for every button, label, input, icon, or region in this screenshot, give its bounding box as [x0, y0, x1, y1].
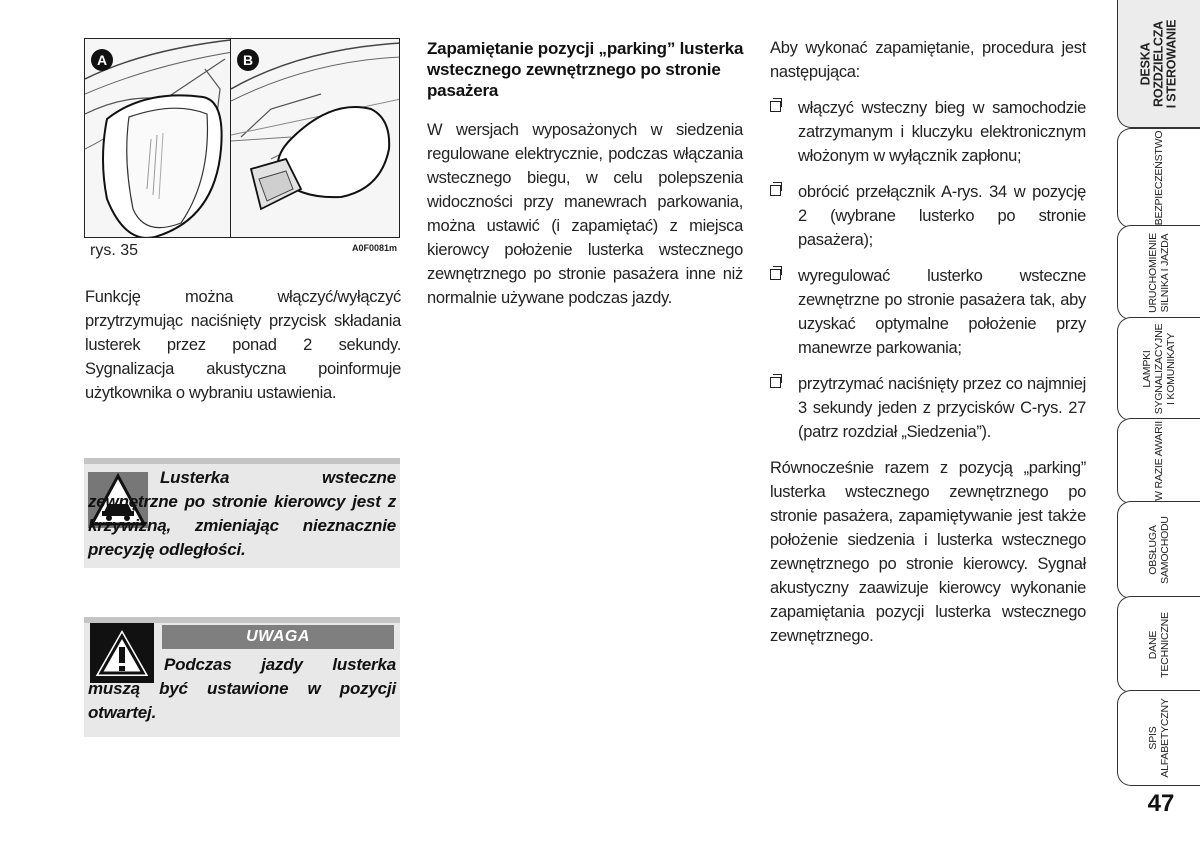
list-item-text: wyregulować lusterko wsteczne zewnętrzne po stronie pasażera tak, aby uzyskać optymalne położenie przy manewrze parkowania;	[798, 267, 1086, 357]
tab-label: W RAZIE AWARII	[1153, 421, 1165, 501]
tab-label: LAMPKI SYGNALIZACYJNE I KOMUNIKATY	[1141, 323, 1177, 415]
closing-paragraph: Równocześnie razem z pozycją „parking” lusterka wstecznego zewnętrznego po stronie pasażera, zapamiętywanie jest także położenie siedzenia i lusterka wstecznego zewnętrznego po stronie kierowcy. Sygnał akustyczny zaawizuje kierowcy wykonanie zapamiętania pozycji lusterka wstecznego zewnętrznego.	[770, 459, 1086, 645]
tab-deska-rozdzielcza[interactable]	[1117, 0, 1200, 128]
badge-a: A	[91, 49, 113, 71]
tab-bezpieczenstwo[interactable]	[1117, 128, 1200, 228]
section-heading: Zapamiętanie pozycji „parking” lusterka wstecznego zewnętrznego po stronie pasażera	[427, 39, 744, 100]
mirror-folded-drawing	[231, 39, 400, 238]
checkbox-bullet-icon	[770, 269, 781, 280]
list-item-text: przytrzymać naciśnięty przez co najmniej 3 sekundy jeden z przycisków C-rys. 27 (patrz rozdział „Siedzenia”).	[798, 375, 1086, 441]
list-item	[770, 372, 1086, 444]
tab-label: URUCHOMIENIE SILNIKA I JAZDA	[1147, 232, 1171, 313]
list-item-text: obrócić przełącznik A-rys. 34 w pozycję 2 (wybrane lusterko po stronie pasażera);	[798, 183, 1086, 249]
tab-label: SPIS ALFABETYCZNY	[1147, 698, 1171, 778]
tab-label: OBSŁUGA SAMOCHODU	[1147, 516, 1171, 584]
checkbox-bullet-icon	[770, 185, 781, 196]
list-item-text: włączyć wsteczny bieg w samochodzie zatrzymanym i kluczyku elektronicznym włożonym w wyłącznik zapłonu;	[798, 99, 1086, 165]
tab-lampki[interactable]	[1117, 317, 1200, 421]
note-top-bar	[84, 458, 400, 464]
list-item	[770, 180, 1086, 252]
tab-dane-techniczne[interactable]	[1117, 596, 1200, 693]
warning-text: Podczas jazdy lusterka muszą być ustawione w pozycji otwartej.	[88, 655, 396, 722]
tab-w-razie-awarii[interactable]	[1117, 418, 1200, 504]
page-number: 47	[1147, 790, 1175, 817]
badge-b: B	[237, 49, 259, 71]
mirror-figure	[84, 38, 400, 238]
figure-caption: rys. 35	[90, 242, 139, 259]
warning-title: UWAGA	[162, 625, 394, 649]
tab-label: BEZPIECZEŃSTWO	[1153, 130, 1165, 226]
chapter-tabs	[1117, 0, 1200, 845]
procedure-intro: Aby wykonać zapamiętanie, procedura jest następująca:	[770, 39, 1086, 81]
checkbox-bullet-icon	[770, 377, 781, 388]
figure-panel-b	[230, 38, 400, 238]
mirror-note-text: Lusterka wsteczne zewnętrzne po stronie kierowcy jest z krzywizną, zmieniając nieznacznie precyzję odległości.	[88, 468, 396, 559]
mirror-note-box	[84, 458, 400, 568]
tab-label: DESKA ROZDZIELCZA I STEROWANIE	[1138, 19, 1179, 108]
left-paragraph: Funkcję można włączyć/wyłączyć przytrzymując naciśnięty przycisk składania lusterek przez ponad 2 sekundy. Sygnalizacja akustyczna poinformuje użytkownika o wybraniu ustawienia.	[85, 288, 401, 402]
tab-obsluga[interactable]	[1117, 501, 1200, 599]
tab-spis[interactable]	[1117, 690, 1200, 786]
tab-uruchomienie[interactable]	[1117, 225, 1200, 320]
figure-panel-a	[84, 38, 238, 238]
list-item	[770, 96, 1086, 168]
figure-code: A0F0081m	[352, 243, 398, 253]
warning-box	[84, 617, 400, 737]
checkbox-bullet-icon	[770, 101, 781, 112]
list-item	[770, 264, 1086, 360]
middle-paragraph: W wersjach wyposażonych w siedzenia regulowane elektrycznie, podczas włączania wstecznego biegu, w celu polepszenia widoczności przy manewrach parkowania, można ustawić (i zapamiętać) z miejsca kierowcy położenie lusterka wstecznego zewnętrznego po stronie pasażera inne niż normalnie używane podczas jazdy.	[427, 121, 743, 307]
tab-label: DANE TECHNICZNE	[1147, 611, 1171, 678]
